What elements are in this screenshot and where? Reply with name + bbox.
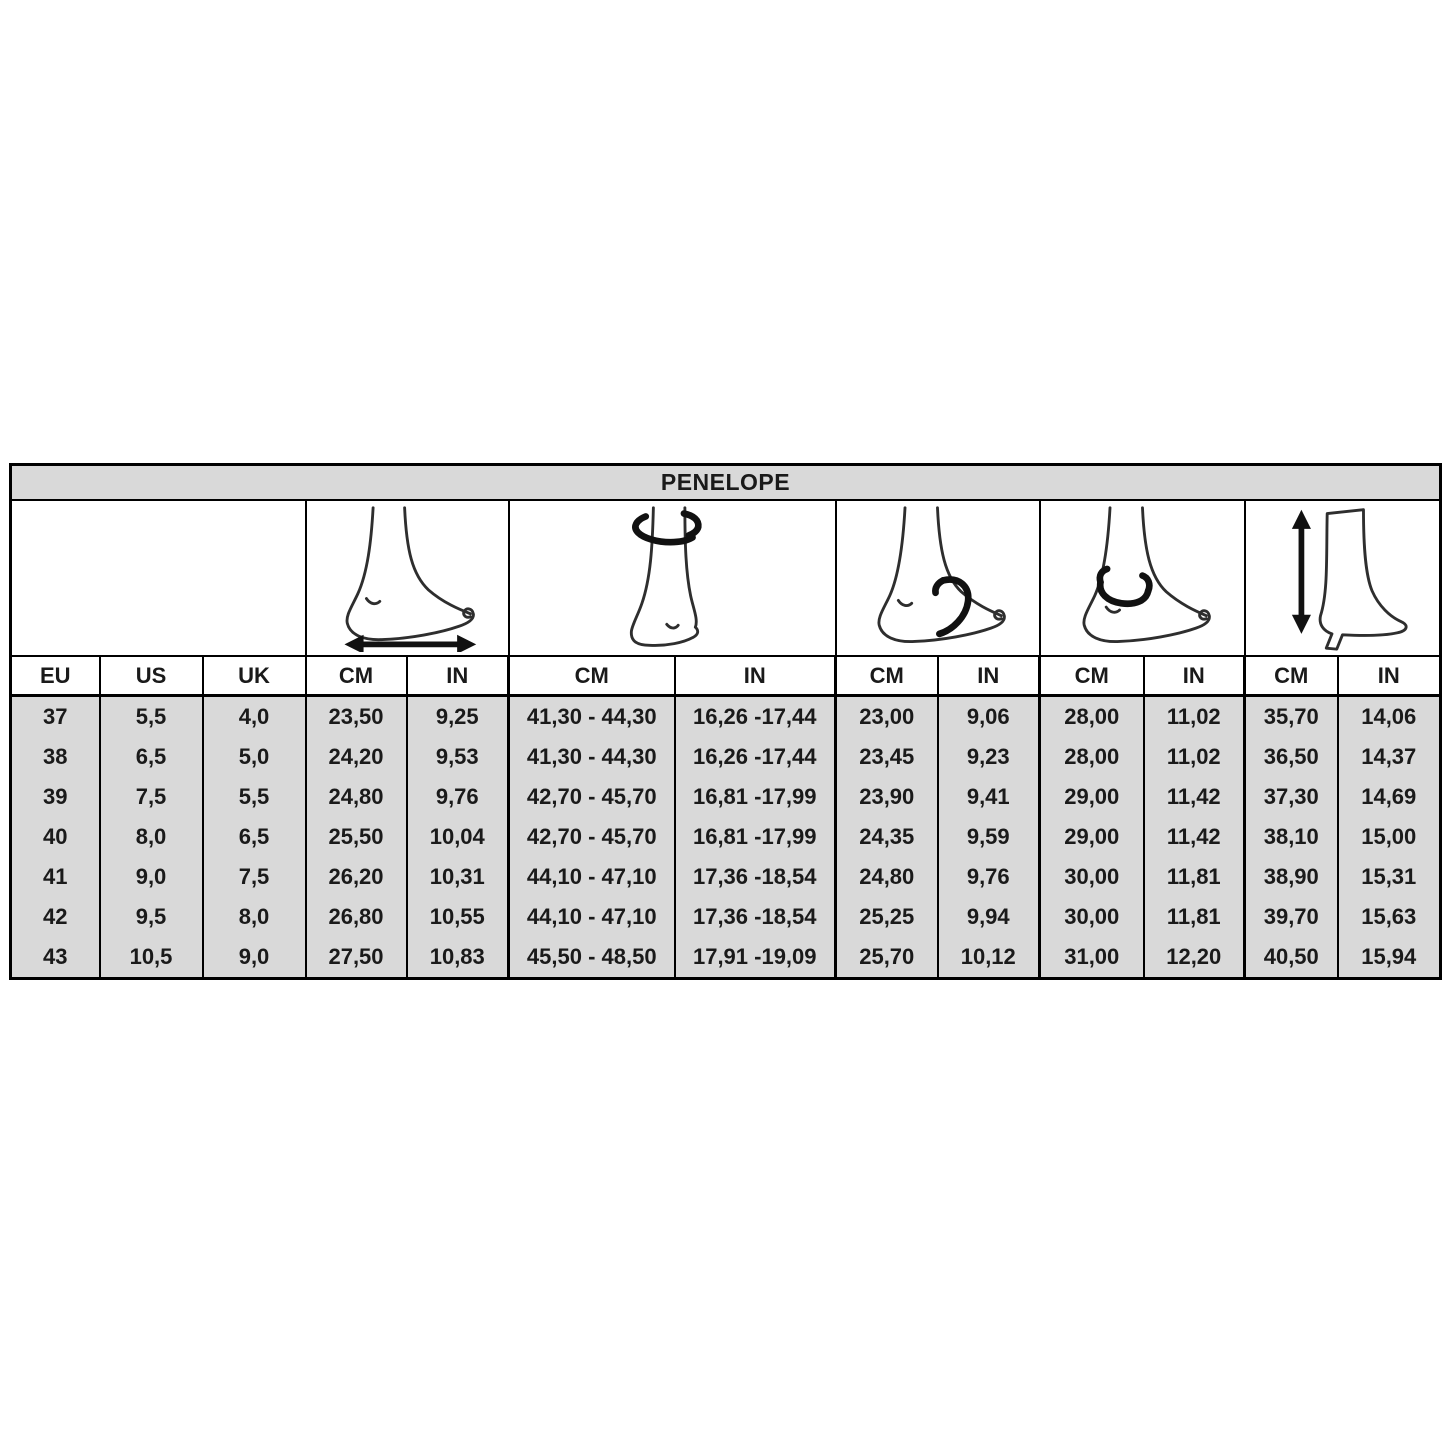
size-cell: 38 <box>11 737 100 777</box>
size-cell: 38,90 <box>1245 857 1338 897</box>
size-cell: 43 <box>11 937 100 979</box>
size-cell: 9,59 <box>938 817 1040 857</box>
size-cell: 10,12 <box>938 937 1040 979</box>
size-cell: 17,36 -18,54 <box>675 897 836 937</box>
column-header-cm: CM <box>306 656 407 696</box>
column-header-in: IN <box>407 656 509 696</box>
size-cell: 25,50 <box>306 817 407 857</box>
column-header-cm: CM <box>836 656 938 696</box>
size-cell: 23,50 <box>306 696 407 738</box>
column-header-in: IN <box>1338 656 1441 696</box>
calf-circumference-icon <box>577 504 768 652</box>
table-row <box>11 777 1441 817</box>
size-cell: 24,80 <box>836 857 938 897</box>
chart-title: PENELOPE <box>11 465 1441 501</box>
icon-row <box>11 500 1441 656</box>
size-cell: 6,5 <box>203 817 306 857</box>
size-cell: 9,41 <box>938 777 1040 817</box>
table-row <box>11 897 1441 937</box>
table-row <box>11 937 1441 979</box>
ankle-circumference-cell <box>1040 500 1245 656</box>
size-cell: 40 <box>11 817 100 857</box>
size-cell: 16,26 -17,44 <box>675 737 836 777</box>
size-chart-table <box>9 463 1442 980</box>
size-cell: 41 <box>11 857 100 897</box>
boot-height-cell <box>1245 500 1441 656</box>
blank-cell <box>11 500 306 656</box>
size-cell: 42,70 - 45,70 <box>509 817 675 857</box>
size-cell: 12,20 <box>1144 937 1245 979</box>
size-cell: 14,37 <box>1338 737 1441 777</box>
column-header-cm: CM <box>1245 656 1338 696</box>
size-cell: 11,81 <box>1144 897 1245 937</box>
instep-circumference-cell <box>836 500 1040 656</box>
size-cell: 11,42 <box>1144 817 1245 857</box>
size-cell: 24,80 <box>306 777 407 817</box>
size-cell: 25,70 <box>836 937 938 979</box>
size-cell: 9,25 <box>407 696 509 738</box>
size-cell: 37,30 <box>1245 777 1338 817</box>
instep-circumference-icon <box>842 504 1033 652</box>
size-cell: 36,50 <box>1245 737 1338 777</box>
column-header-in: IN <box>1144 656 1245 696</box>
size-cell: 9,0 <box>203 937 306 979</box>
foot-length-cell <box>306 500 509 656</box>
size-cell: 9,76 <box>938 857 1040 897</box>
size-cell: 27,50 <box>306 937 407 979</box>
size-cell: 30,00 <box>1040 857 1144 897</box>
size-cell: 15,00 <box>1338 817 1441 857</box>
size-cell: 8,0 <box>100 817 203 857</box>
table-row <box>11 737 1441 777</box>
size-cell: 24,20 <box>306 737 407 777</box>
size-cell: 9,94 <box>938 897 1040 937</box>
size-cell: 4,0 <box>203 696 306 738</box>
size-cell: 16,26 -17,44 <box>675 696 836 738</box>
size-cell: 14,69 <box>1338 777 1441 817</box>
size-cell: 26,20 <box>306 857 407 897</box>
column-header-eu: EU <box>11 656 100 696</box>
size-cell: 5,0 <box>203 737 306 777</box>
size-cell: 42,70 - 45,70 <box>509 777 675 817</box>
size-cell: 9,06 <box>938 696 1040 738</box>
size-cell: 9,23 <box>938 737 1040 777</box>
size-cell: 44,10 - 47,10 <box>509 857 675 897</box>
size-cell: 41,30 - 44,30 <box>509 737 675 777</box>
size-cell: 14,06 <box>1338 696 1441 738</box>
size-cell: 42 <box>11 897 100 937</box>
size-cell: 9,0 <box>100 857 203 897</box>
table-row <box>11 857 1441 897</box>
size-cell: 30,00 <box>1040 897 1144 937</box>
column-header-cm: CM <box>1040 656 1144 696</box>
size-cell: 17,36 -18,54 <box>675 857 836 897</box>
size-cell: 7,5 <box>100 777 203 817</box>
size-cell: 38,10 <box>1245 817 1338 857</box>
size-cell: 11,02 <box>1144 737 1245 777</box>
boot-height-icon <box>1247 504 1438 652</box>
size-cell: 9,76 <box>407 777 509 817</box>
size-cell: 28,00 <box>1040 737 1144 777</box>
size-cell: 10,83 <box>407 937 509 979</box>
size-cell: 7,5 <box>203 857 306 897</box>
size-cell: 45,50 - 48,50 <box>509 937 675 979</box>
size-cell: 41,30 - 44,30 <box>509 696 675 738</box>
size-cell: 10,31 <box>407 857 509 897</box>
size-cell: 29,00 <box>1040 817 1144 857</box>
size-cell: 9,53 <box>407 737 509 777</box>
size-cell: 5,5 <box>203 777 306 817</box>
size-cell: 5,5 <box>100 696 203 738</box>
ankle-circumference-icon <box>1047 504 1238 652</box>
size-cell: 28,00 <box>1040 696 1144 738</box>
size-cell: 24,35 <box>836 817 938 857</box>
size-cell: 8,0 <box>203 897 306 937</box>
size-cell: 23,45 <box>836 737 938 777</box>
column-header-uk: UK <box>203 656 306 696</box>
unit-header-row <box>11 656 1441 696</box>
size-cell: 16,81 -17,99 <box>675 817 836 857</box>
size-cell: 23,90 <box>836 777 938 817</box>
size-cell: 39,70 <box>1245 897 1338 937</box>
table-row <box>11 817 1441 857</box>
size-cell: 17,91 -19,09 <box>675 937 836 979</box>
size-cell: 15,63 <box>1338 897 1441 937</box>
size-cell: 11,02 <box>1144 696 1245 738</box>
size-cell: 11,42 <box>1144 777 1245 817</box>
size-cell: 16,81 -17,99 <box>675 777 836 817</box>
size-rows <box>11 696 1441 979</box>
size-cell: 39 <box>11 777 100 817</box>
size-cell: 6,5 <box>100 737 203 777</box>
size-cell: 35,70 <box>1245 696 1338 738</box>
size-cell: 11,81 <box>1144 857 1245 897</box>
size-cell: 29,00 <box>1040 777 1144 817</box>
size-cell: 37 <box>11 696 100 738</box>
size-cell: 44,10 - 47,10 <box>509 897 675 937</box>
foot-length-icon <box>312 504 503 652</box>
size-cell: 10,5 <box>100 937 203 979</box>
size-cell: 26,80 <box>306 897 407 937</box>
size-cell: 40,50 <box>1245 937 1338 979</box>
size-cell: 9,5 <box>100 897 203 937</box>
table-row <box>11 696 1441 738</box>
size-cell: 15,94 <box>1338 937 1441 979</box>
column-header-in: IN <box>675 656 836 696</box>
size-cell: 15,31 <box>1338 857 1441 897</box>
column-header-us: US <box>100 656 203 696</box>
title-row <box>11 465 1441 501</box>
size-cell: 25,25 <box>836 897 938 937</box>
column-header-cm: CM <box>509 656 675 696</box>
size-cell: 23,00 <box>836 696 938 738</box>
size-chart <box>9 463 1442 980</box>
size-cell: 10,55 <box>407 897 509 937</box>
size-cell: 10,04 <box>407 817 509 857</box>
column-header-in: IN <box>938 656 1040 696</box>
size-cell: 31,00 <box>1040 937 1144 979</box>
calf-circumference-cell <box>509 500 836 656</box>
